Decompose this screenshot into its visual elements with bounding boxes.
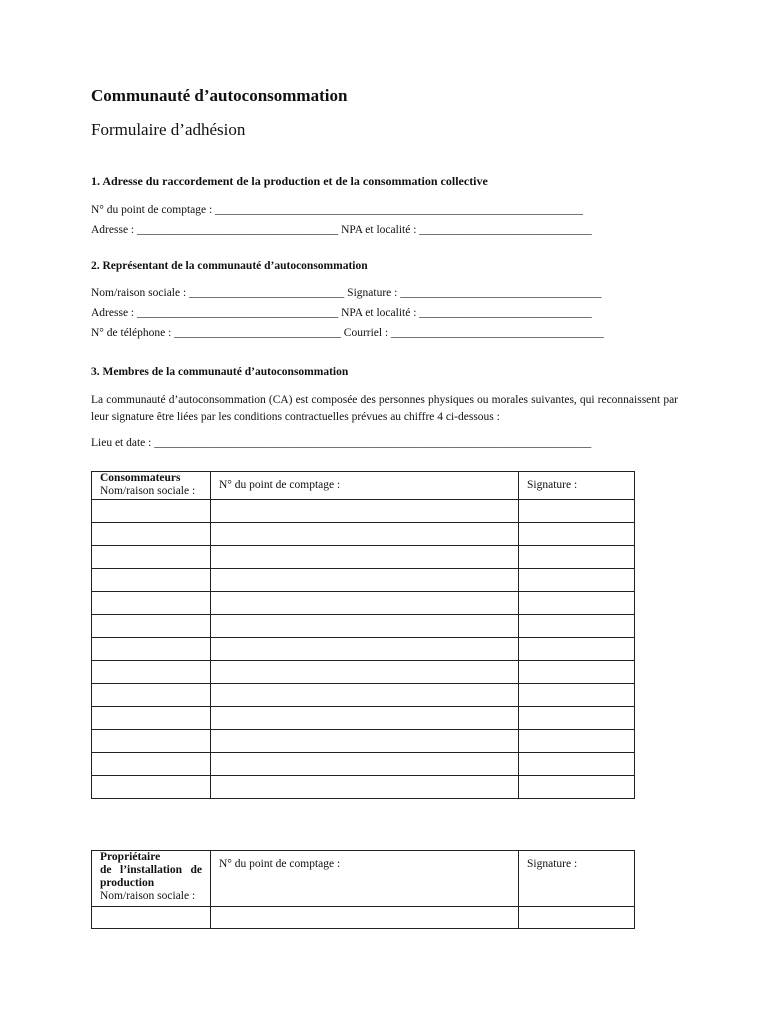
table-header-row <box>92 851 635 907</box>
signature-cell[interactable] <box>519 684 635 707</box>
table-row <box>92 707 635 730</box>
table-row <box>92 523 635 546</box>
table-row <box>92 661 635 684</box>
signature-cell[interactable] <box>519 592 635 615</box>
table-header-row <box>92 472 635 500</box>
table-row <box>92 500 635 523</box>
name-cell[interactable] <box>92 661 211 684</box>
table-row <box>92 638 635 661</box>
signature-cell[interactable] <box>519 500 635 523</box>
name-cell[interactable] <box>92 500 211 523</box>
representative-name-field[interactable]: Nom/raison sociale : ___________________________ Signature : ___________________________________ <box>91 287 602 299</box>
table-row <box>92 776 635 799</box>
signature-cell[interactable] <box>519 615 635 638</box>
metering-point-cell[interactable] <box>211 753 519 776</box>
metering-point-cell[interactable] <box>211 569 519 592</box>
metering-point-field[interactable]: N° du point de comptage : ________________________________________________________________ <box>91 204 584 216</box>
section2-heading: 2. Représentant de la communauté d’autoconsommation <box>91 260 368 272</box>
signature-column-header: Signature : <box>519 472 635 500</box>
metering-point-column-header: N° du point de comptage : <box>211 472 519 500</box>
section1-heading: 1. Adresse du raccordement de la production et de la consommation collective <box>91 174 488 188</box>
name-cell[interactable] <box>92 523 211 546</box>
name-cell[interactable] <box>92 569 211 592</box>
signature-cell[interactable] <box>519 569 635 592</box>
document-title: Communauté d’autoconsommation <box>91 86 348 105</box>
signature-cell[interactable] <box>519 907 635 929</box>
representative-contact-field[interactable]: N° de téléphone : _____________________________ Courriel : _____________________________________ <box>91 327 604 339</box>
name-cell[interactable] <box>92 638 211 661</box>
metering-point-cell[interactable] <box>211 546 519 569</box>
owner-name-label: Nom/raison sociale : <box>100 890 196 902</box>
section3-paragraph: La communauté d’autoconsommation (CA) est composée des personnes physiques ou morales suivantes, qui reconnaissent par leur signature être liées par les conditions contractuelles prévues au chiffre 4 ci-dessous : <box>91 394 678 423</box>
table-row <box>92 684 635 707</box>
signature-cell[interactable] <box>519 546 635 569</box>
name-cell[interactable] <box>92 907 211 929</box>
name-cell[interactable] <box>92 684 211 707</box>
consumers-table <box>91 471 635 799</box>
owner-table <box>91 850 635 929</box>
place-date-field[interactable]: Lieu et date : ____________________________________________________________________________ <box>91 437 592 449</box>
signature-cell[interactable] <box>519 776 635 799</box>
name-cell[interactable] <box>92 776 211 799</box>
consumers-name-label: Nom/raison sociale : <box>100 485 196 497</box>
name-cell[interactable] <box>92 730 211 753</box>
metering-point-cell[interactable] <box>211 907 519 929</box>
signature-cell[interactable] <box>519 638 635 661</box>
metering-point-cell[interactable] <box>211 638 519 661</box>
signature-column-header: Signature : <box>519 851 635 907</box>
representative-address-field[interactable]: Adresse : ___________________________________ NPA et localité : ______________________________ <box>91 307 592 319</box>
signature-cell[interactable] <box>519 730 635 753</box>
metering-point-cell[interactable] <box>211 500 519 523</box>
owner-header-label-line2: de l’installation de <box>100 864 202 876</box>
metering-point-cell[interactable] <box>211 661 519 684</box>
table-row <box>92 569 635 592</box>
metering-point-cell[interactable] <box>211 707 519 730</box>
signature-cell[interactable] <box>519 661 635 684</box>
name-cell[interactable] <box>92 707 211 730</box>
metering-point-cell[interactable] <box>211 730 519 753</box>
name-cell[interactable] <box>92 615 211 638</box>
name-cell[interactable] <box>92 753 211 776</box>
owner-header-label-line3: production <box>100 877 155 889</box>
metering-point-cell[interactable] <box>211 592 519 615</box>
signature-cell[interactable] <box>519 707 635 730</box>
address-field[interactable]: Adresse : ___________________________________ NPA et localité : ______________________________ <box>91 224 592 236</box>
owner-header-cell <box>92 851 211 907</box>
consumers-header-cell <box>92 472 211 500</box>
signature-cell[interactable] <box>519 523 635 546</box>
table-row <box>92 615 635 638</box>
table-row <box>92 730 635 753</box>
name-cell[interactable] <box>92 592 211 615</box>
consumers-header-label: Consommateurs <box>100 472 181 484</box>
metering-point-cell[interactable] <box>211 615 519 638</box>
signature-cell[interactable] <box>519 753 635 776</box>
metering-point-cell[interactable] <box>211 523 519 546</box>
metering-point-column-header: N° du point de comptage : <box>211 851 519 907</box>
document-subtitle: Formulaire d’adhésion <box>91 120 246 139</box>
table-row <box>92 753 635 776</box>
table-row <box>92 592 635 615</box>
metering-point-cell[interactable] <box>211 776 519 799</box>
metering-point-cell[interactable] <box>211 684 519 707</box>
table-row <box>92 546 635 569</box>
table-row <box>92 907 635 929</box>
name-cell[interactable] <box>92 546 211 569</box>
section3-heading: 3. Membres de la communauté d’autoconsommation <box>91 366 349 378</box>
owner-header-label: Propriétaire <box>100 851 161 863</box>
